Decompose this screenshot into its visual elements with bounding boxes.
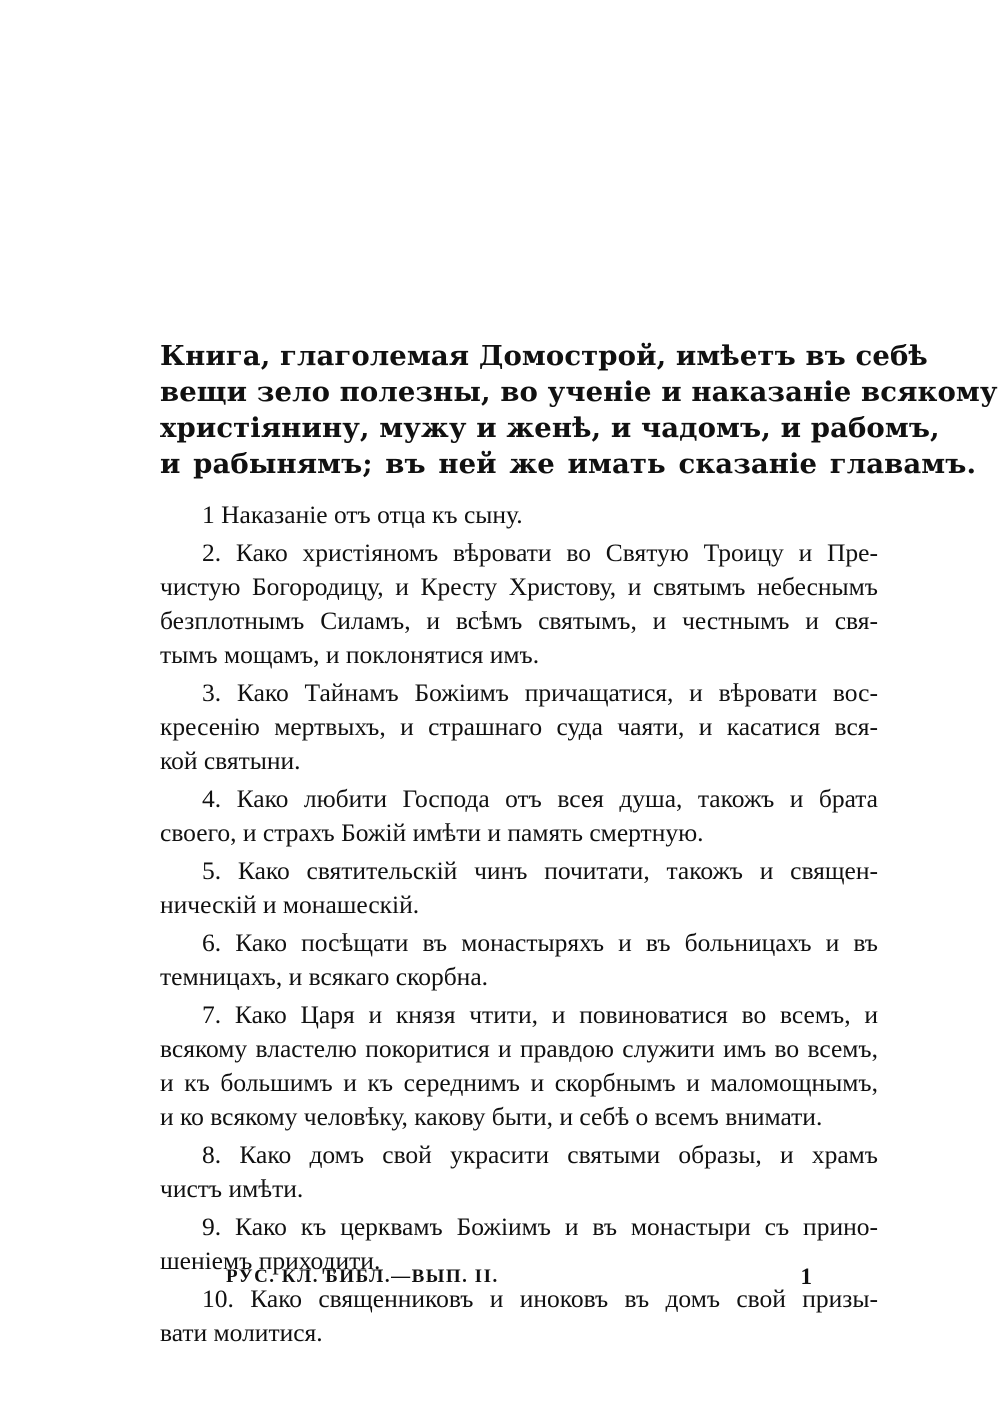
toc-item-6 xyxy=(160,926,878,994)
page-number: 1 xyxy=(800,1264,812,1289)
toc-item-7 xyxy=(160,998,878,1134)
toc-line: и ко всякому человѣку, какову быти, и себѣ о всемъ внимати. xyxy=(160,1102,823,1131)
toc-line: 4. Како любити Господа отъ всея душа, такожъ и брата xyxy=(202,784,878,813)
toc-line: 5. Како святительскій чинъ почитати, такожъ и священ- xyxy=(202,856,878,885)
toc-line: 2. Како христіяномъ вѣровати во Святую Троицу и Пре- xyxy=(202,538,878,567)
toc-line: шеніемъ приходити. xyxy=(160,1246,381,1275)
heading-line: вещи зело полезны, во ученіе и наказаніе всякому xyxy=(160,376,998,408)
toc-line: ническій и монашескій. xyxy=(160,890,420,919)
toc-line: 7. Како Царя и князя чтити, и повиноватися во всемъ, и xyxy=(202,1000,878,1029)
toc-line: 6. Како посѣщати въ монастыряхъ и въ больницахъ и въ xyxy=(202,928,878,957)
toc-line: 9. Како къ церквамъ Божіимъ и въ монастыри съ прино- xyxy=(202,1212,878,1241)
toc-item-4 xyxy=(160,782,878,850)
toc-item-5 xyxy=(160,854,878,922)
toc-line: 8. Како домъ свой украсити святыми образы, и храмъ xyxy=(202,1140,878,1169)
toc-line: кресенію мертвыхъ, и страшнаго суда чаяти, и касатися вся- xyxy=(160,712,878,741)
toc-line: всякому властелю покоритися и правдою служити имъ во всемъ, xyxy=(160,1034,878,1063)
toc-line: кой святыни. xyxy=(160,746,301,775)
chapter-heading xyxy=(160,338,998,482)
toc-line: и къ большимъ и къ середнимъ и скорбнымъ и маломощнымъ, xyxy=(160,1068,878,1097)
toc-item-2 xyxy=(160,536,878,672)
toc-line: 1 Наказаніе отъ отца къ сыну. xyxy=(202,500,523,529)
toc-line: чистую Богородицу, и Кресту Христову, и святымъ небеснымъ xyxy=(160,572,878,601)
toc-line: темницахъ, и всякаго скорбна. xyxy=(160,962,489,991)
heading-line: и рабынямъ; въ ней же имать сказаніе главамъ. xyxy=(160,448,977,480)
heading-line: Книга, глаголемая Домострой, имѣетъ въ себѣ xyxy=(160,340,928,372)
printer-signature: РУС. КЛ. БИБЛ.—ВЫП. II. xyxy=(226,1266,499,1287)
toc-line: 3. Како Тайнамъ Божіимъ причащатися, и вѣровати вос- xyxy=(202,678,878,707)
toc-item-3 xyxy=(160,676,878,778)
heading-line: христіянину, мужу и женѣ, и чадомъ, и рабомъ, xyxy=(160,412,940,444)
toc-line: вати молитися. xyxy=(160,1318,323,1347)
toc-line: тымъ мощамъ, и поклонятися имъ. xyxy=(160,640,540,669)
toc-line: безплотнымъ Силамъ, и всѣмъ святымъ, и честнымъ и свя- xyxy=(160,606,878,635)
toc-item-8 xyxy=(160,1138,878,1206)
toc-item-1 xyxy=(160,498,878,532)
table-of-contents xyxy=(160,498,878,1354)
page-footer xyxy=(226,1262,812,1292)
toc-line: 10. Како священниковъ и иноковъ въ домъ свой призы- xyxy=(202,1284,878,1313)
toc-line: своего, и страхъ Божій имѣти и память смертную. xyxy=(160,818,704,847)
toc-item-10 xyxy=(160,1282,878,1350)
toc-line: чистъ имѣти. xyxy=(160,1174,304,1203)
